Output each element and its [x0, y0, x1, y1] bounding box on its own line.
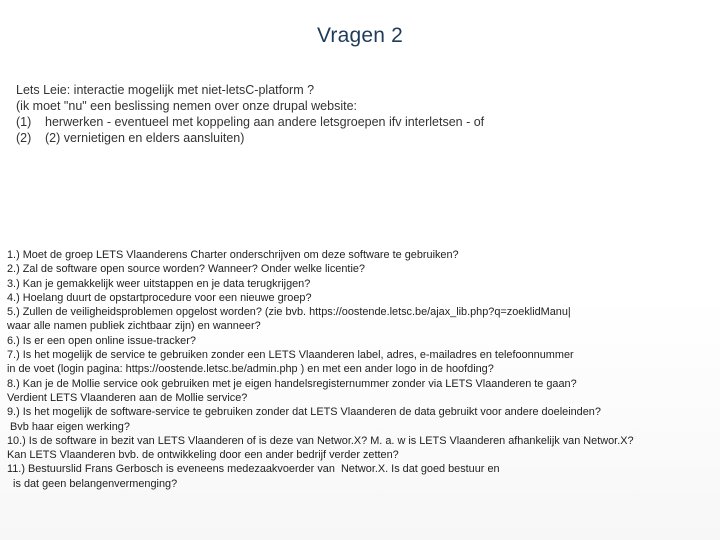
intro-option-1: [16, 114, 706, 130]
slide-title: Vragen 2: [316, 24, 404, 47]
intro-line-2: (ik moet "nu" een beslissing nemen over onze drupal website:: [16, 99, 358, 113]
option-1-number: (1): [16, 115, 32, 129]
question-line: 4.) Hoelang duurt de opstartprocedure voor een nieuwe groep?: [7, 291, 312, 304]
question-line: is dat geen belangenvermenging?: [7, 477, 178, 490]
question-line: 8.) Kan je de Mollie service ook gebruiken met je eigen handelsregisternummer zonder via LETS Vlaanderen te gaan?: [7, 377, 577, 390]
intro-option-2: [16, 130, 706, 146]
question-line: 11.) Bestuurslid Frans Gerbosch is eveneens medezaakvoerder van Networ.X. Is dat goed bestuur en: [7, 463, 500, 476]
question-line: 2.) Zal de software open source worden? Wanneer? Onder welke licentie?: [7, 263, 365, 276]
question-line: 7.) Is het mogelijk de service te gebruiken zonder een LETS Vlaanderen label, adres, e-mailadres en telefoonnummer: [7, 349, 574, 362]
questions-list: [7, 248, 713, 491]
question-line: Kan LETS Vlaanderen bvb. de ontwikkeling door een ander bedrijf verder zetten?: [7, 449, 399, 462]
question-line: in de voet (login pagina: https://oostende.letsc.be/admin.php ) en met een ander logo in de hoofding?: [7, 363, 494, 376]
question-line: 6.) Is er een open online issue-tracker?: [7, 334, 196, 347]
question-line: 3.) Kan je gemakkelijk weer uitstappen en je data terugkrijgen?: [7, 277, 311, 290]
intro-block: [16, 82, 706, 146]
question-line: Verdient LETS Vlaanderen aan de Mollie service?: [7, 391, 248, 404]
option-2-text: (2) vernietigen en elders aansluiten): [45, 131, 245, 145]
option-1-text: herwerken - eventueel met koppeling aan andere letsgroepen ifv interletsen - of: [45, 115, 485, 129]
intro-line-1: Lets Leie: interactie mogelijk met niet-letsC-platform ?: [16, 83, 315, 97]
question-line: 1.) Moet de groep LETS Vlaanderens Charter onderschrijven om deze software te gebruiken?: [7, 249, 459, 261]
question-line: waar alle namen publiek zichtbaar zijn) en wanneer?: [7, 320, 261, 333]
question-line: 5.) Zullen de veiligheidsproblemen opgelost worden? (zie bvb. https://oostende.letsc.be/ajax_lib.php?q=zoeklidManu|: [7, 306, 571, 319]
question-line: 10.) Is de software in bezit van LETS Vlaanderen of is deze van Networ.X? M. a. w is LETS Vlaanderen afhankelijk van Networ.X?: [7, 434, 634, 447]
question-line: 9.) Is het mogelijk de software-service te gebruiken zonder dat LETS Vlaanderen de data gebruikt voor andere doeleinden?: [7, 406, 601, 419]
question-line: Bvb haar eigen werking?: [7, 420, 130, 433]
option-2-number: (2): [16, 131, 32, 145]
